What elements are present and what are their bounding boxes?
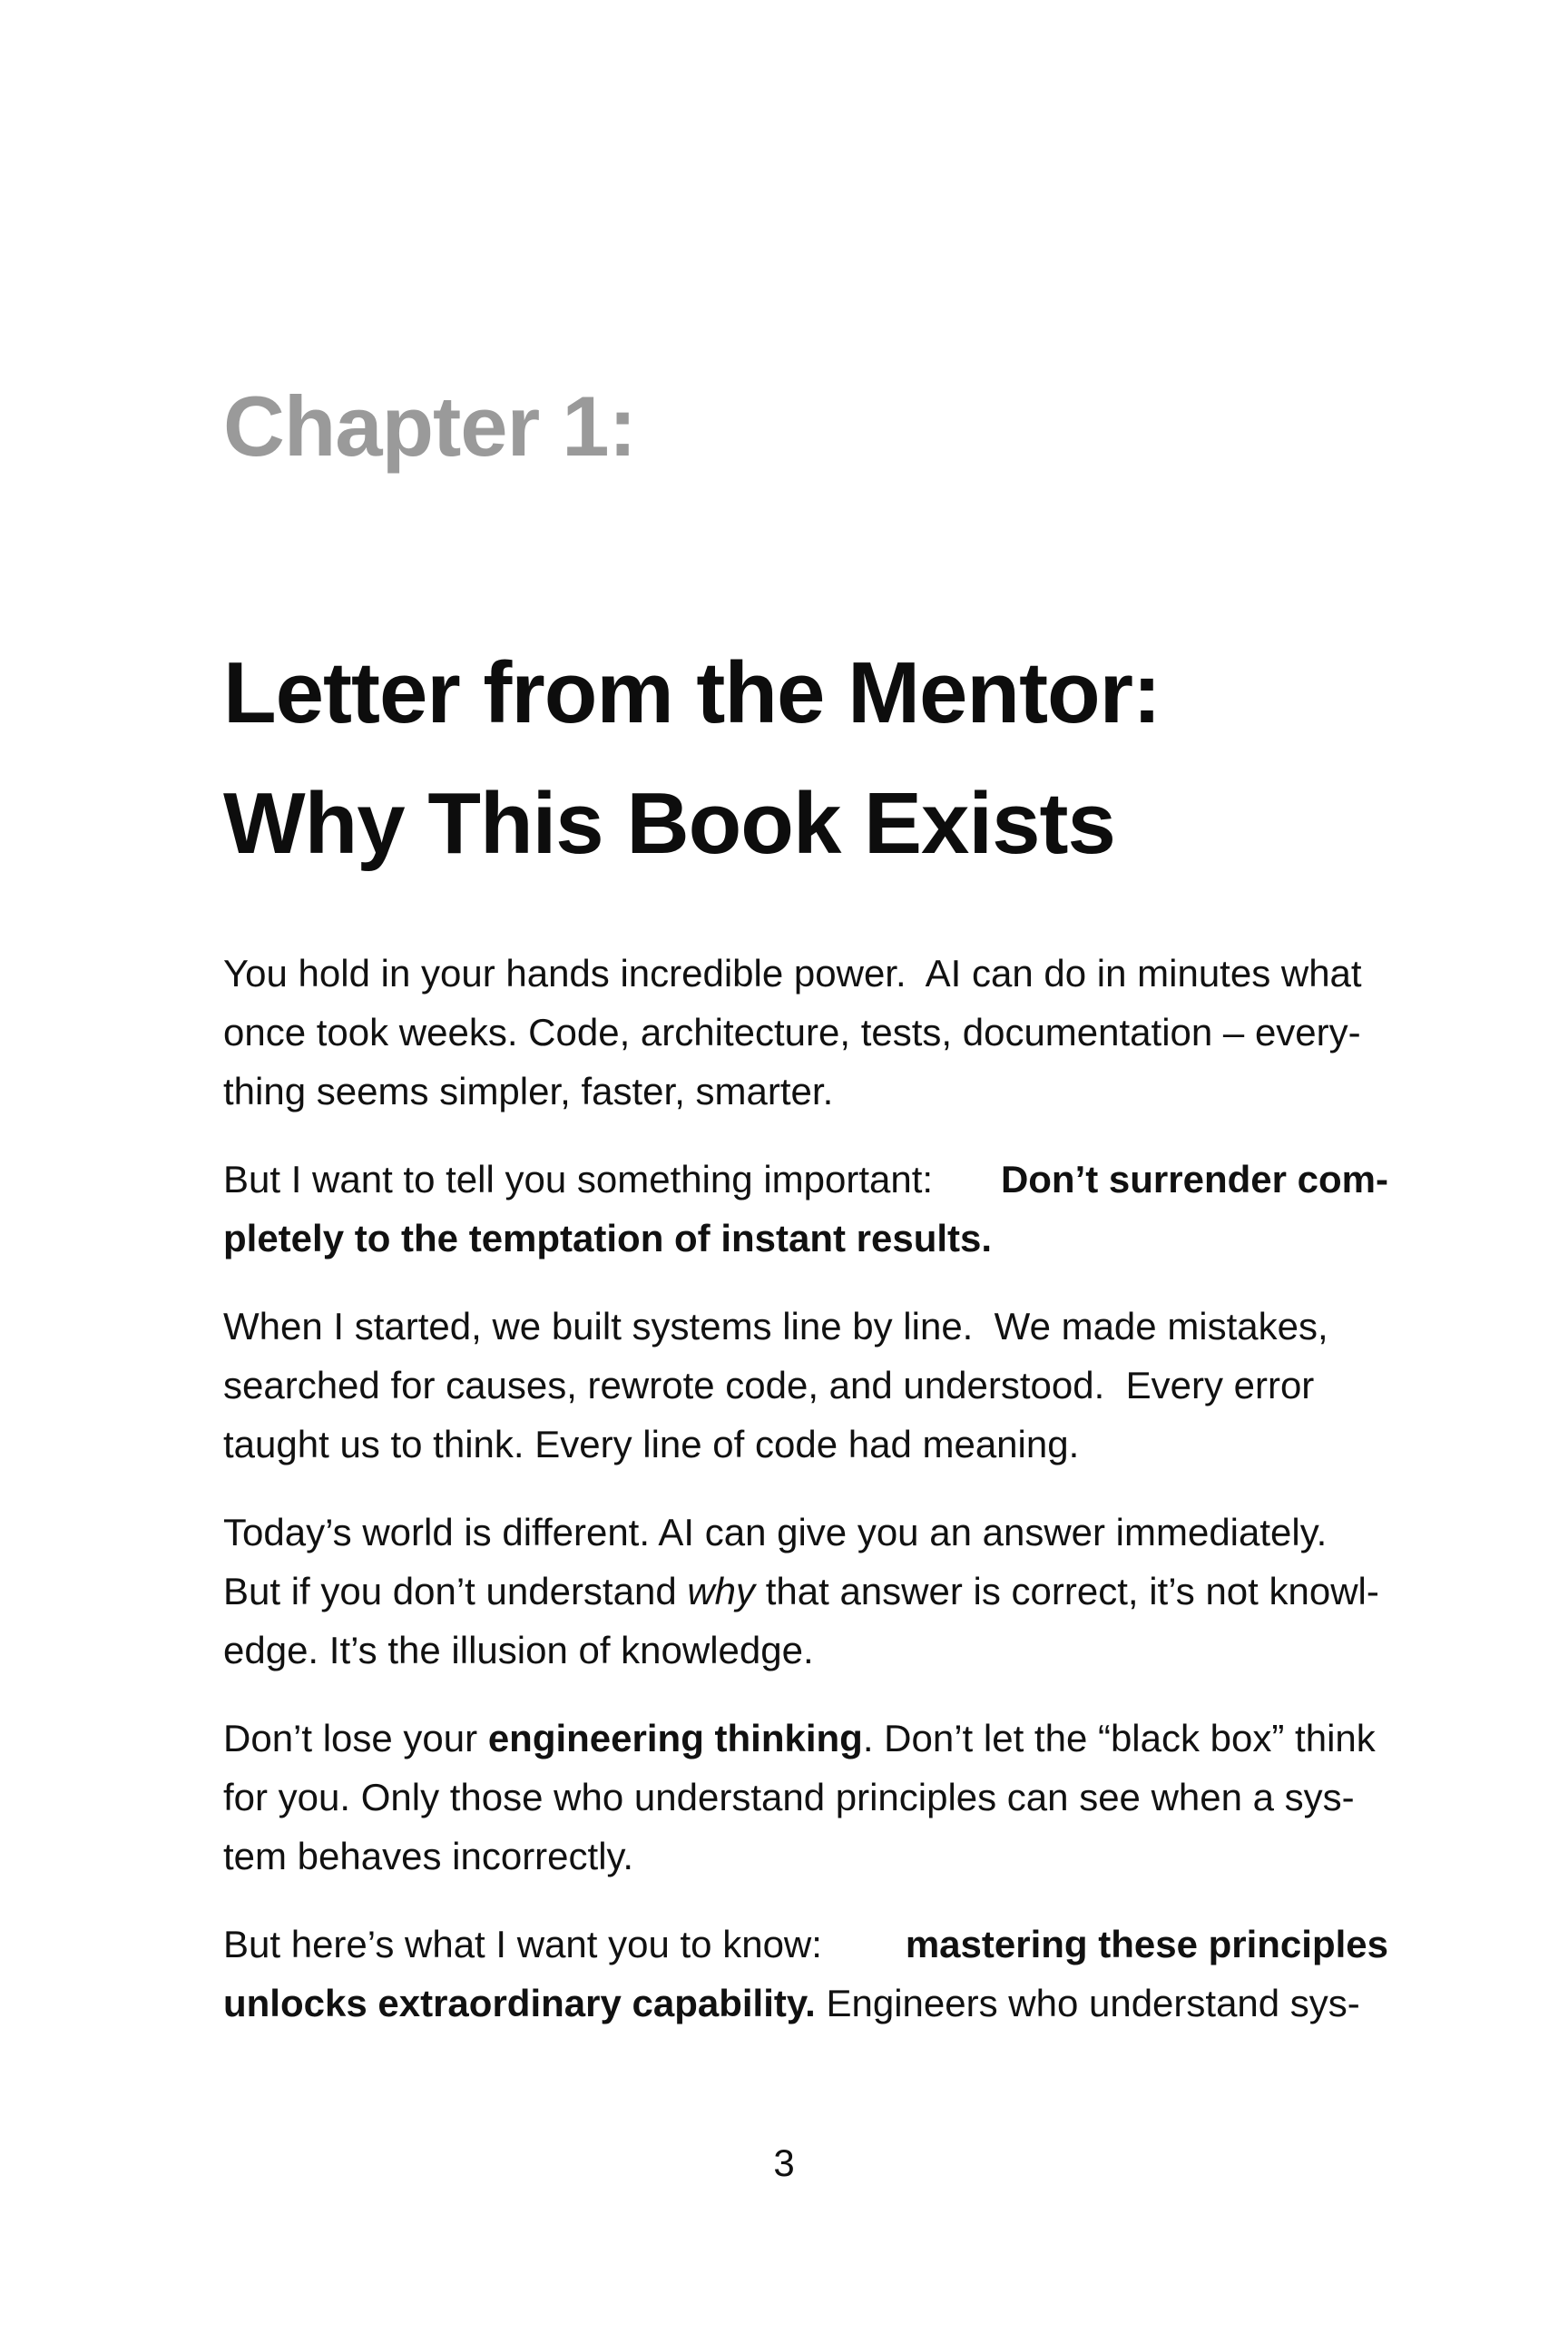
paragraph-2-line-2 [223,1209,1388,1268]
paragraph-2 [223,1150,1388,1268]
paragraph-4-line-2 [223,1562,1388,1621]
paragraph-1-line-2: once took weeks. Code, architecture, tests, documentation – every- [223,1011,1361,1054]
paragraph-3-line-2 [223,1356,1388,1415]
text-run: Don’t lose your [223,1717,488,1759]
text-run: But here’s what I want you to know: [223,1923,822,1965]
chapter-title [223,628,1161,889]
text-run: . Don’t let the “black box” think [862,1717,1376,1759]
text-run: But if you don’t understand [223,1570,688,1612]
paragraph-1-line-3: thing seems simpler, faster, smarter. [223,1070,834,1112]
emphasis-text: Don’t surrender com- [1000,1158,1388,1200]
page-number: 3 [773,2141,795,2184]
chapter-label: Chapter 1: [223,378,636,474]
paragraph-1 [223,944,1388,1121]
body-text [223,944,1388,2062]
text-run: that answer is correct, it’s not knowl- [755,1570,1379,1612]
paragraph-3 [223,1297,1388,1474]
text-run: Engineers who understand sys- [815,1982,1360,2024]
italic-text: why [687,1570,756,1612]
text-run: When I started, we built systems line by line. We made mistakes, [223,1305,1328,1348]
emphasis-text: pletely to the temptation of instant results. [223,1217,993,1259]
paragraph-2-line-1 [223,1150,1388,1209]
paragraph-3-line-1 [223,1297,1388,1356]
emphasis-text: unlocks extraordinary capability. [223,1982,816,2024]
paragraph-5 [223,1709,1388,1886]
text-run: But I want to tell you something important: [223,1158,934,1200]
paragraph-4-line-1: Today’s world is different. AI can give you an answer immediately. [223,1511,1328,1553]
paragraph-6-line-1 [223,1915,1388,1974]
paragraph-5-line-1 [223,1709,1388,1768]
paragraph-5-line-3: tem behaves incorrectly. [223,1835,634,1877]
text-run: searched for causes, rewrote code, and understood. Every error [223,1364,1315,1406]
chapter-title-line-1: Letter from the Mentor: [223,644,1161,741]
emphasis-text: engineering thinking [487,1717,863,1759]
paragraph-4-line-3: edge. It’s the illusion of knowledge. [223,1629,814,1671]
paragraph-3-line-3: taught us to think. Every line of code had meaning. [223,1423,1080,1465]
paragraph-1-line-1 [223,944,1388,1003]
chapter-title-line-2: Why This Book Exists [223,775,1115,872]
paragraph-5-line-2: for you. Only those who understand principles can see when a sys- [223,1776,1355,1818]
emphasis-text: mastering these principles [905,1923,1388,1965]
paragraph-4 [223,1503,1388,1680]
text-run: You hold in your hands incredible power. AI can do in minutes what [223,952,1362,995]
paragraph-6 [223,1915,1388,2033]
paragraph-6-line-2 [223,1974,1388,2033]
